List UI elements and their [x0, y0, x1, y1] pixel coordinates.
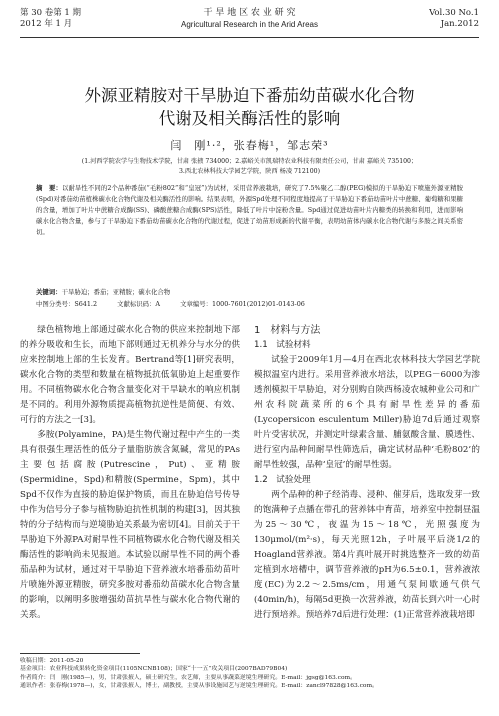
header-right — [429, 8, 479, 30]
article-number: 文章编号：1000-7601(2012)01-0143-06 — [180, 300, 305, 308]
body-column-left — [20, 323, 240, 623]
classification-line — [36, 299, 463, 309]
subsection-heading-materials: 1.1 试验材料 — [254, 340, 311, 350]
footnote-author: 作者简介：闫 刚(1985—)，男，甘肃张掖人，硕士研究生，农艺师，主要从事蔬菜逆境生理研究。E-mail：jgsg@163.com。 — [20, 674, 356, 681]
title-line-2: 代谢及相关酶活性的影响 — [158, 109, 341, 128]
body-column-right — [254, 323, 480, 623]
keywords — [36, 287, 463, 297]
affiliation-line-2: 3.西北农林科技大学园艺学院，陕西 杨凌 712100) — [178, 168, 321, 175]
author-list: 闫 刚¹·²，张春梅¹，邹志荣³ — [170, 139, 329, 152]
header-journal — [20, 8, 479, 30]
footnote-fund: 基金项目：农业科技成果转化资金项目(1105NCNB108)；国家“十一五”攻关项目(2007BAD79B04) — [20, 666, 288, 673]
intro-paragraph-2: 多胺(Polyamine，PA)是生物代谢过程中产生的一类具有很强生理活性的低分子量脂肪族含氮碱，常见的PAs主要包括腐胺(Putrescine，Put)、亚精胺(Spermidine，Spd)和精胺(Spermine，Spm)，其中Spd不仅作为直接的胁迫保护物质，而且在胁迫信号传导中作为信号分子参与植物胁迫抗性机制的构建[3]，因其独特的分子结构而与逆境胁迫关系最为密切[4]。目前关于干旱胁迫下外源PA对耐旱性不同植物碳水化合物代谢及相关酶活性的影响尚未见报道。本试验以耐旱性不同的两个番茄品种为试材，通过对干旱胁迫下营养液水培番茄幼苗叶片喷施外源亚精胺，研究多胺对番茄幼苗碳水化合物含量的影响，以阐明多胺增强幼苗抗旱性与碳水化合物代谢的关系。 — [20, 430, 240, 620]
intro-paragraph-1: 绿色植物地上部通过碳水化合物的供应来控制地下部的养分吸收和生长，而地下部则通过无机养分与水分的供应来控制地上部的生长发育。Bertrand等[1]研究表明，碳水化合物的类型和数量在植物抵抗低氧胁迫上起重要作用。不同植物碳水化合物含量变化对干旱缺水的响应机制是不同的。利用外源物质提高植物抗逆性是简便、有效、可行的方法之一[3]。 — [20, 325, 240, 425]
abstract-label: 摘 要： — [36, 184, 62, 192]
header-volume-cn: 第 30 卷第 1 期 — [20, 8, 82, 18]
affiliations — [36, 157, 463, 177]
footnotes — [20, 657, 479, 691]
materials-paragraph: 试验于2009年1月—4月在西北农林科技大学园艺学院模拟温室内进行。采用营养液水培法，以PEG－6000为渗透剂模拟干旱胁迫，对分别购自陕西杨凌农城种业公司和广州农科院蔬菜所的6个具有耐旱性差异的番茄(Lycopersicon esculentum Miller)胁迫7d后通过观察叶片受害状况，并测定叶绿素含量、脯氨酸含量、膜透性、进行室内品种间耐旱性筛选后，确定试材品种‘毛粉802’的耐旱性较强，品种‘皇冠’的耐旱性弱。 — [254, 355, 480, 470]
treatment-paragraph: 两个品种的种子经消毒、浸种、催芽后，选取发芽一致的饱满种子点播在带孔的营养钵中育苗，培养室中控制昼温为25～30℃，夜温为15～18℃，光照强度为130μmol/(m²·s)，每天光照12h，子叶展平后浇1/2的Hoagland营养液。第4片真叶展开时挑选整齐一致的幼苗定植到水培槽中，调节营养液的pH为6.5±0.1，营养液浓度(EC)为2.2～2.5ms/cm，用通气泵间歇通气供气(40min/h)，每隔5d更换一次营养液，幼苗长到六叶一心时进行预培养。预培养7d后进行处理：(1)正常营养液栽培即 — [254, 490, 480, 620]
document-code: 文献标识码：A — [117, 300, 161, 308]
clc-number: 中图分类号：S641.2 — [36, 300, 98, 308]
keywords-text: 干旱胁迫；番茄；亚精胺；碳水化合物 — [61, 288, 171, 296]
running-header — [20, 6, 479, 40]
affiliation-line-1: (1.河西学院农学与生物技术学院，甘肃 张掖 734000；2.嘉峪关市凯瑞特农业科技有限责任公司，甘肃 嘉峪关 735100； — [81, 158, 418, 165]
header-journal-en: Agricultural Research in the Arid Areas — [181, 20, 318, 29]
title-line-1: 外源亚精胺对干旱胁迫下番茄幼苗碳水化合物 — [84, 86, 415, 105]
abstract — [36, 183, 463, 238]
header-rule — [20, 37, 479, 38]
abstract-text: 以耐旱性不同的2个品种番茄(“毛粉802”和“皇冠”)为试材，采用营养液栽培，研究了7.5%聚乙二醇(PEG)模拟的干旱胁迫下喷施外源亚精胺(Spd)对番茄幼苗植株碳水化合物代谢及相关酶活性的影响。结果表明，外源Spd处理不同程度地提高了干旱胁迫下番茄幼苗叶片中蔗糖、葡萄糖和果糖的含量，增加了叶片中蔗糖合成酶(SS)、磷酸蔗糖合成酶(SPS)活性，降低了叶片中淀粉含量。Spd通过促进幼苗叶片内糖类的转换和利用，进而影响碳水化合物含量，参与了干旱胁迫下番茄幼苗碳水化合物的代谢过程，促进了幼苗形成新的代谢平衡，表明幼苗体内碳水化合物代谢与多胺之间关系密切。 — [36, 184, 464, 236]
footnote-corresponding: 通讯作者：张春梅(1978—)，女，甘肃张掖人，博士，副教授，主要从事设施园艺与逆境生理研究。E-mail：zancl97828@163.com。 — [20, 683, 378, 690]
header-volume-en: Vol.30 No.1 — [429, 8, 479, 18]
subsection-heading-treatment: 1.2 试验处理 — [254, 475, 311, 485]
footnote-received: 收稿日期：2011-05-20 — [20, 658, 84, 664]
header-journal-cn: 干 旱 地 区 农 业 研 究 — [203, 8, 296, 18]
header-date-cn: 2012 年 1 月 — [20, 19, 73, 29]
section-heading-materials: 1 材料与方法 — [254, 325, 321, 336]
header-date-en: Jan.2012 — [440, 19, 479, 29]
keywords-label: 关键词： — [36, 288, 62, 296]
paper-title — [20, 84, 479, 130]
footnote-rule — [20, 653, 140, 654]
